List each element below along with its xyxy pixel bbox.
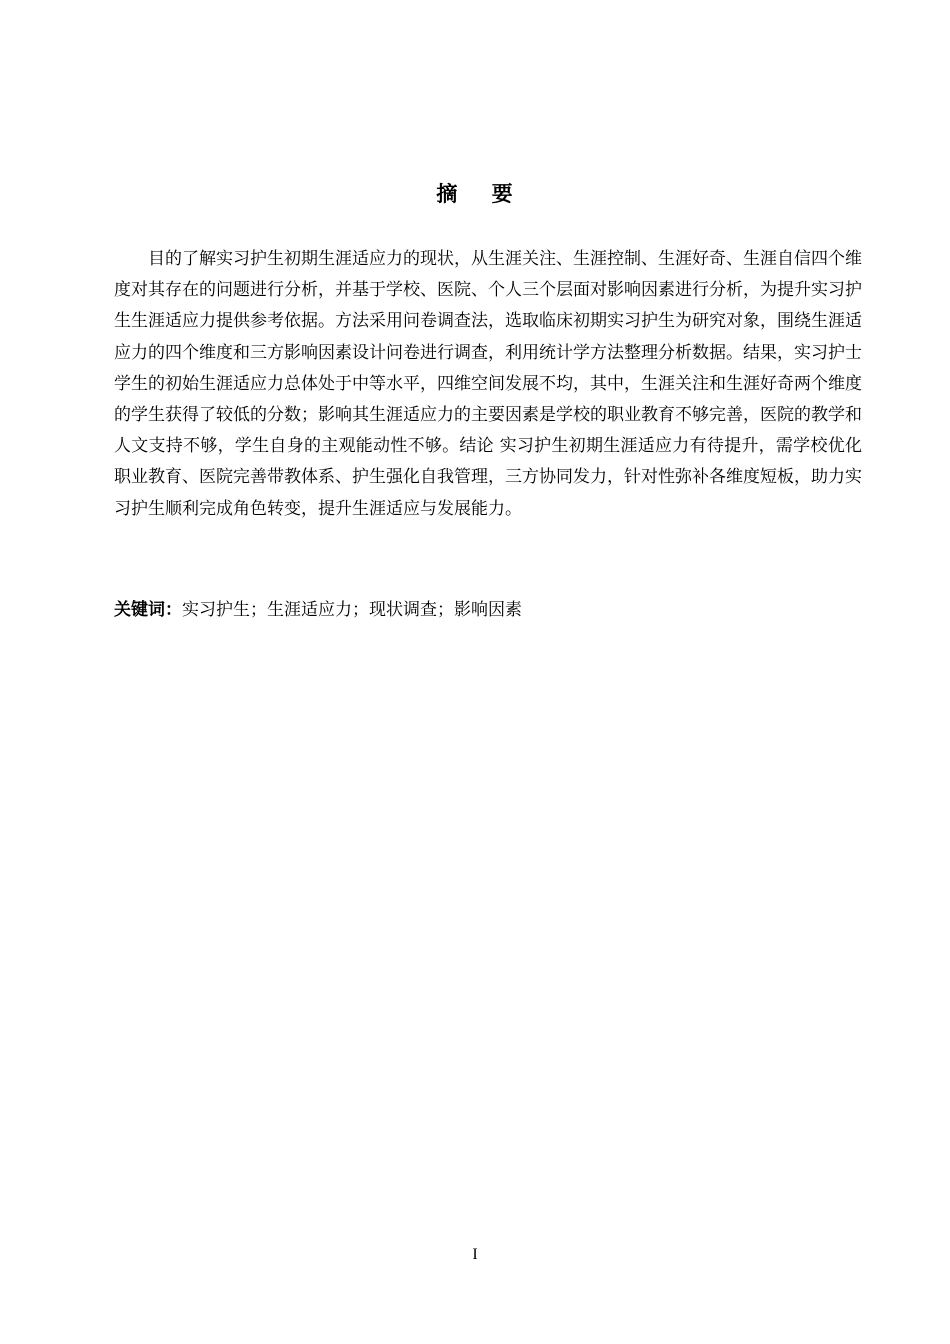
keywords-value: 实习护生；生涯适应力；现状调查；影响因素 [182,600,522,620]
abstract-title: 摘 要 [436,182,514,206]
keywords-line [114,596,862,624]
abstract-body: 目的了解实习护生初期生涯适应力的现状，从生涯关注、生涯控制、生涯好奇、生涯自信四个维度对其存在的问题进行分析，并基于学校、医院、个人三个层面对影响因素进行分析，为提升实习护生生涯适应力提供参考依据。方法采用问卷调查法，选取临床初期实习护生为研究对象，围绕生涯适应力的四个维度和三方影响因素设计问卷进行调查，利用统计学方法整理分析数据。结果，实习护士学生的初始生涯适应力总体处于中等水平，四维空间发展不均，其中，生涯关注和生涯好奇两个维度的学生获得了较低的分数；影响其生涯适应力的主要因素是学校的职业教育不够完善，医院的教学和人文支持不够，学生自身的主观能动性不够。结论 实习护生初期生涯适应力有待提升，需学校优化职业教育、医院完善带教体系、护生强化自我管理，三方协同发力，针对性弥补各维度短板，助力实习护生顺利完成角色转变，提升生涯适应与发展能力。 [114,249,862,519]
keywords-label: 关键词： [114,600,182,620]
page-number: I [472,1246,478,1263]
